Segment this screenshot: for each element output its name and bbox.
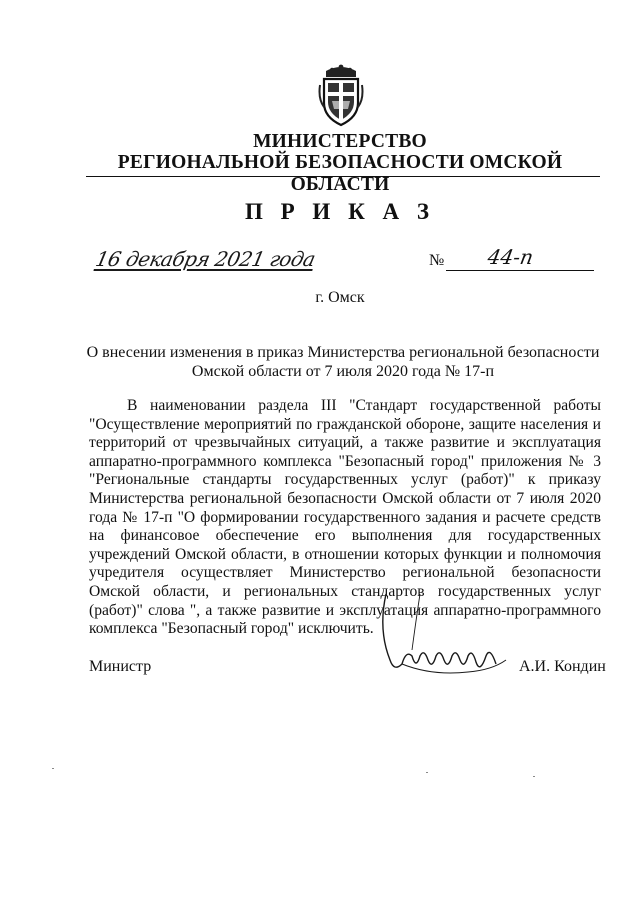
coat-of-arms-icon	[318, 63, 364, 127]
order-number: 44-п	[485, 245, 536, 269]
signatory-position: Министр	[89, 658, 152, 675]
subject-line2: Омской области от 7 июля 2020 года № 17-п	[191, 363, 495, 380]
ministry-title-line1: МИНИСТЕРСТВО	[253, 131, 427, 152]
ministry-title-line2: РЕГИОНАЛЬНОЙ БЕЗОПАСНОСТИ ОМСКОЙ ОБЛАСТИ	[117, 152, 563, 195]
order-number-line	[446, 270, 594, 271]
scan-speck	[52, 768, 54, 769]
header-divider	[86, 176, 600, 177]
document-type-title: П Р И К А З	[244, 199, 435, 224]
order-body-paragraph: В наименовании раздела III "Стандарт государственной работы "Осуществление мероприятий по гражданской обороне, защите населения и территорий от чрезвычайных ситуаций, а также развитие и эксплуатация аппаратно-программного комплекса "Безопасный город" приложения № 3 "Региональные стандарты государственных услуг (работ)" к приказу Министерства региональной безопасности Омской области от 7 июля 2020 года № 17-п "О формировании государственного задания и расчете средств на финансовое обеспечение его выполнения для государственных учреждений Омской области, в отношении которых функции и полномочия учредителя осуществляет Министерство региональной безопасности Омской области, и региональных стандартов государственных услуг (работ)" слова ", а также развитие и эксплуатация аппаратно-программного комплекса "Безопасный город" исключить.	[89, 397, 601, 638]
city-label: г. Омск	[315, 289, 365, 306]
scan-speck	[533, 776, 535, 777]
subject-line1: О внесении изменения в приказ Министерства региональной безопасности	[86, 344, 600, 361]
handwritten-signature	[372, 590, 512, 690]
signatory-name: А.И. Кондин	[519, 658, 606, 675]
scan-speck	[426, 772, 428, 773]
order-subject	[86, 343, 600, 381]
order-date: 16 декабря 2021 года	[93, 247, 318, 271]
order-number-label: №	[429, 252, 445, 269]
